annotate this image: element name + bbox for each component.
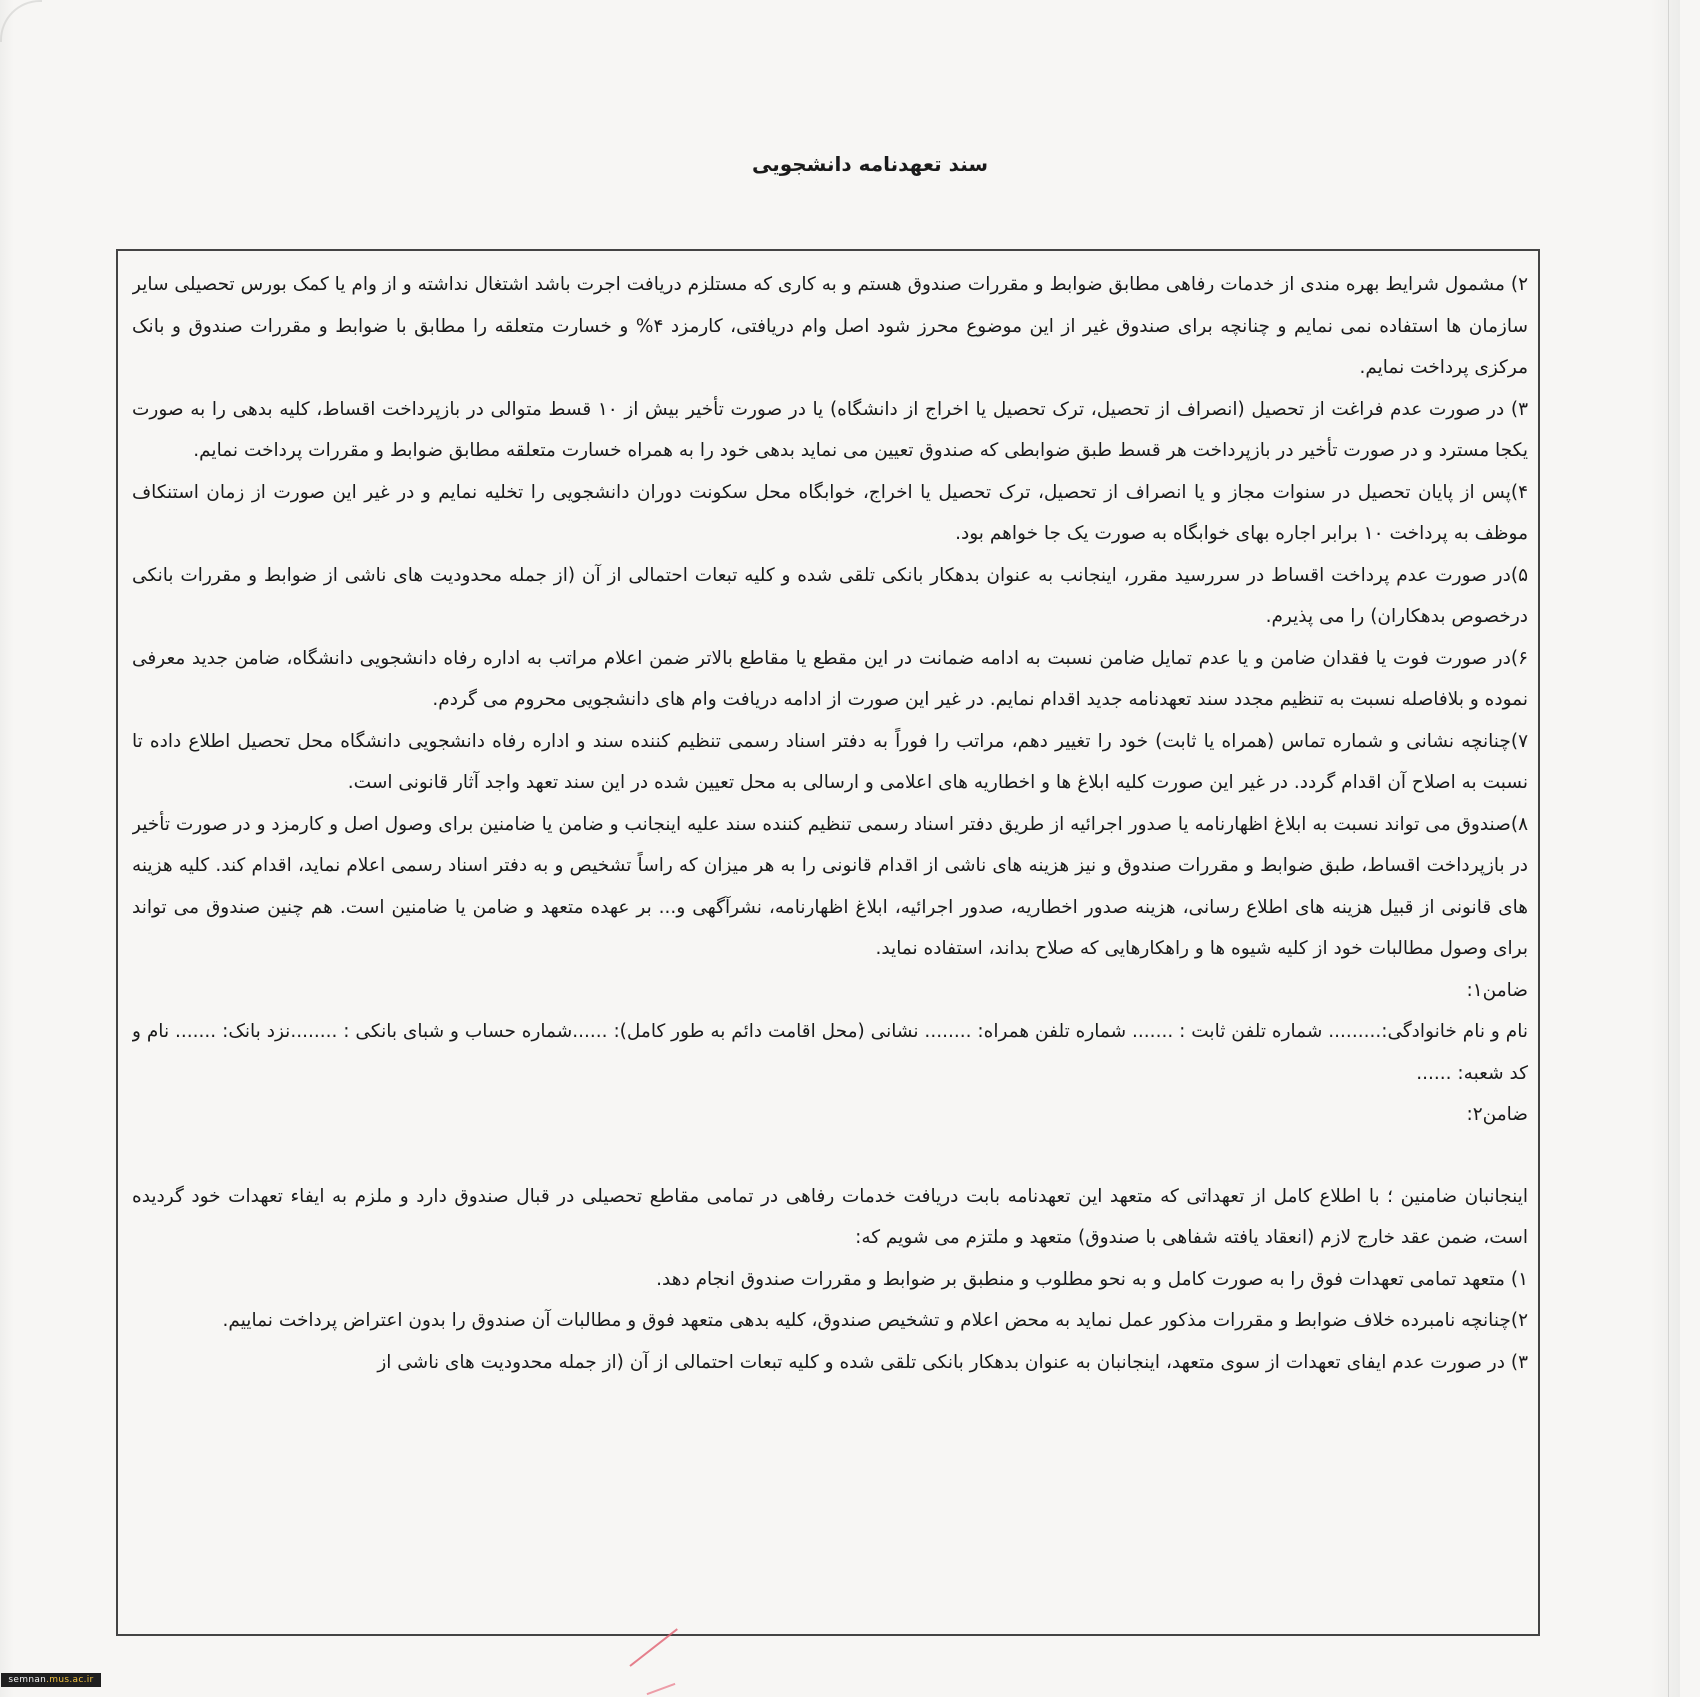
guarantor-2-label: ضامن۲: [1466,1104,1528,1125]
watermark-text: semnan [8,1675,47,1685]
clause-5: ۵)در صورت عدم پرداخت اقساط در سررسید مقرر، اینجانب به عنوان بدهکار بانکی تلقی شده و کلیه تبعات احتمالی از آن (از جمله محدودیت های ناشی از ضوابط و مقررات بانکی درخصوص بدهکاران) را می پذیرم. [132,564,1528,627]
guarantor-item-2: ۲)چنانچه نامبرده خلاف ضوابط و مقررات مذکور عمل نماید به محض اعلام و تشخیص صندوق، کلیه بدهی متعهد فوق و مطالبات آن صندوق را بدون اعتراض پرداخت نماییم. [222,1310,1528,1331]
guarantor-item-1: ۱) متعهد تمامی تعهدات فوق را به صورت کامل و به نحو مطلوب و منطبق بر ضوابط و مقررات صندوق انجام دهد. [656,1268,1528,1290]
guarantor-1-fields: نام و نام خانوادگی:......... شماره تلفن ثابت : ....... شماره تلفن همراه: ........ نشانی (محل اقامت دائم به طور کامل): ......شماره حساب و شبای بانکی : ........نزد بانک: ....... نام و کد شعبه: ...... [132,1021,1528,1084]
guarantor-1-label: ضامن۱: [1466,979,1528,1001]
guarantor-item-3: ۳) در صورت عدم ایفای تعهدات از سوی متعهد، اینجانبان به عنوان بدهکار بانکی تلقی شده و کلیه تبعات احتمالی از آن (از جمله محدودیت های ناشی از [377,1351,1528,1373]
clause-8: ۸)صندوق می تواند نسبت به ابلاغ اظهارنامه یا صدور اجرائیه از طریق دفتر اسناد رسمی تنظیم کننده سند علیه اینجانب و ضامن یا ضامنین برای وصول اصل و کارمزد و در صورت تأخیر در بازپرداخت اقساط، طبق ضوابط و مقررات صندوق و نیز هزینه های ناشی از اقدام قانونی را به هر میزان که راساً تشخیص و به دفتر اسناد رسمی اعلام نماید، اقدام کند. کلیه هزینه های قانونی از قبیل هزینه های اطلاع رسانی، هزینه صدور اخطاریه، صدور اجرائیه، ابلاغ اظهارنامه، نشرآگهی و... بر عهده متعهد و ضامن یا ضامنین است. هم چنین صندوق می تواند برای وصول مطالبات خود از کلیه شیوه ها و راهکارهایی که صلاح بداند، استفاده نماید. [132,813,1528,959]
blank-space [132,1136,1528,1176]
watermark-logo [1,1673,101,1687]
document-body [132,264,1528,1624]
guarantors-intro: اینجانبان ضامنین ؛ با اطلاع کامل از تعهداتی که متعهد این تعهدنامه بابت دریافت خدمات رفاهی در تمامی مقاطع تحصیلی در قبال صندوق دارد و ملزم به ایفاء تعهدات خود گردیده است، ضمن عقد خارج لازم (انعقاد یافته شفاهی با صندوق) متعهد و ملتزم می شویم که: [132,1185,1528,1248]
page-edge [1668,0,1669,1697]
document-title: سند تعهدنامه دانشجویی [751,152,989,176]
clause-3: ۳) در صورت عدم فراغت از تحصیل (انصراف از تحصیل، ترک تحصیل یا اخراج از دانشگاه) یا در صورت تأخیر بیش از ۱۰ قسط متوالی در بازپرداخت اقساط، کلیه بدهی را به صورت یکجا مسترد و در صورت تأخیر در بازپرداخت هر قسط طبق ضوابطی که صندوق تعیین می نماید بدهی خود را به همراه خسارت متعلقه مطابق ضوابط و مقررات پرداخت نمایم. [132,398,1528,461]
clause-2: ۲) مشمول شرایط بهره مندی از خدمات رفاهی مطابق ضوابط و مقررات صندوق هستم و به کاری که مستلزم دریافت اجرت باشد اشتغال نداشته و از وام یا کمک بورس تحصیلی سایر سازمان ها استفاده نمی نمایم و چنانچه برای صندوق غیر از این موضوع محرز شود اصل وام دریافتی، کارمزد ۴% و خسارت متعلقه را مطابق با ضوابط و مقررات صندوق و بانک مرکزی پرداخت نمایم. [132,274,1528,378]
clause-7: ۷)چنانچه نشانی و شماره تماس (همراه یا ثابت) خود را تغییر دهم، مراتب را فوراً به دفتر اسناد رسمی تنظیم کننده سند و اداره رفاه دانشجویی دانشگاه محل تحصیل اطلاع داده تا نسبت به اصلاح آن اقدام گردد. در غیر این صورت کلیه ابلاغ ها و اخطاریه های اعلامی و ارسالی به محل تعیین شده در این سند تعهد واجد آثار قانونی است. [132,730,1528,793]
clause-4: ۴)پس از پایان تحصیل در سنوات مجاز و یا انصراف از تحصیل، ترک تحصیل یا اخراج، خوابگاه محل سکونت دوران دانشجویی را تخلیه نمایم و در غیر این صورت از زمان استنکاف موظف به پرداخت ۱۰ برابر اجاره بهای خوابگاه به صورت یک جا خواهم بود. [132,481,1528,544]
watermark-domain: .mus.ac.ir [46,1675,94,1685]
clause-6: ۶)در صورت فوت یا فقدان ضامن و یا عدم تمایل ضامن نسبت به ادامه ضمانت در این مقطع یا مقاطع بالاتر ضمن اعلام مراتب به اداره رفاه دانشجویی دانشگاه، ضامن جدید معرفی نموده و بلافاصله نسبت به تنظیم مجدد سند تعهدنامه جدید اقدام نمایم. در غیر این صورت از ادامه دریافت وام های دانشجویی محروم می گردم. [132,647,1528,710]
